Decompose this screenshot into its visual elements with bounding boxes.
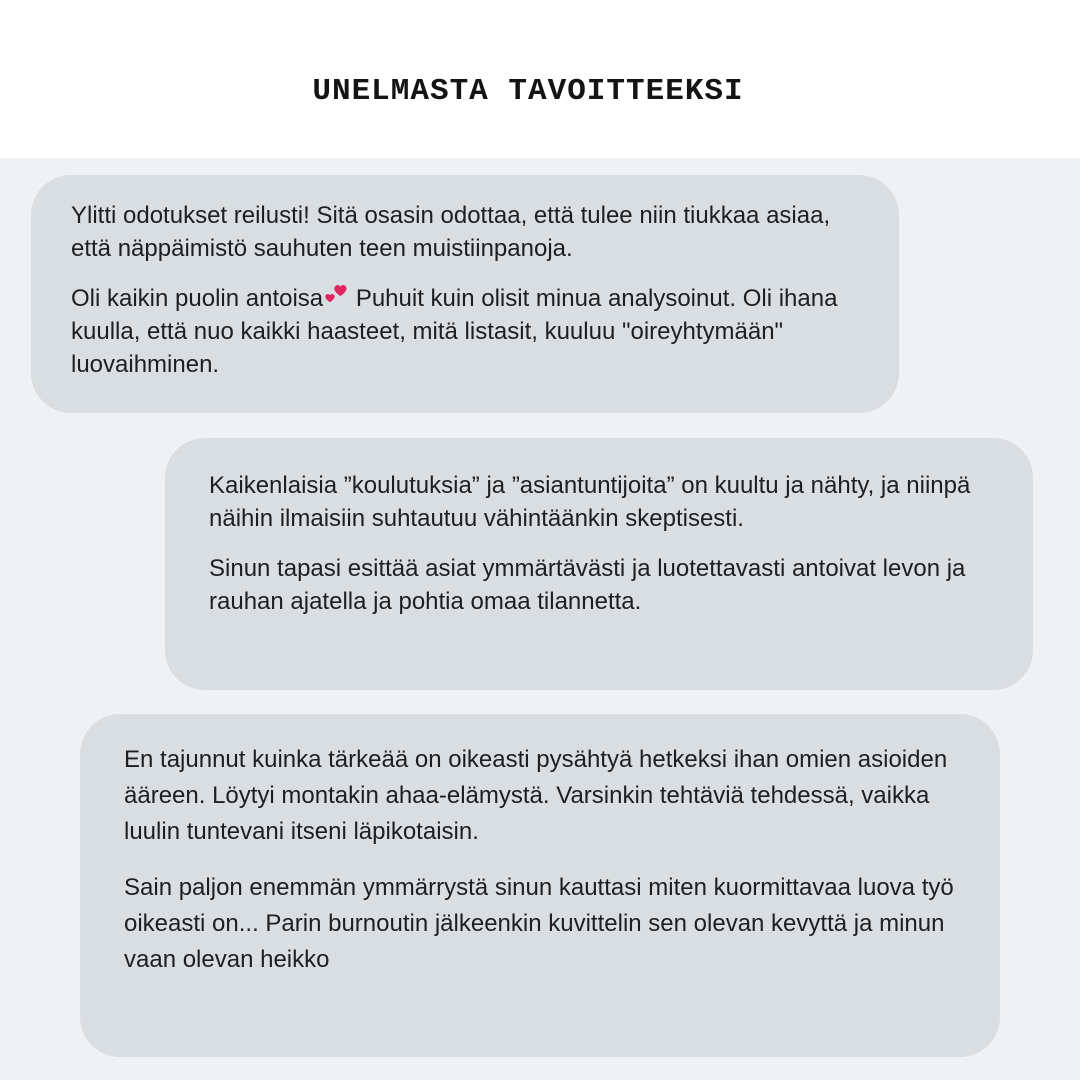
testimonial-3-paragraph-1: En tajunnut kuinka tärkeää on oikeasti pysähtyä hetkeksi ihan omien asioiden ääreen. Löytyi montakin ahaa-elämystä. Varsinkin tehtäviä tehdessä, vaikka luulin tuntevani itseni läpikotaisin. bbox=[124, 746, 948, 845]
page-title: UNELMASTA TAVOITTEEKSI bbox=[312, 74, 744, 109]
testimonial-1-paragraph-2-start: Oli kaikin puolin antoisa bbox=[71, 285, 324, 312]
testimonial-2-paragraph-1: Kaikenlaisia ”koulutuksia” ja ”asiantuntijoita” on kuultu ja nähty, ja niinpä näihin ilmaisiin suhtautuu vähintäänkin skeptisesti. bbox=[209, 472, 971, 532]
testimonial-1-paragraph-2 bbox=[71, 282, 869, 381]
testimonial-bubble-3 bbox=[80, 714, 1000, 1057]
testimonial-1-paragraph-2-end: Puhuit kuin olisit minua analysoinut. Oli ihana kuulla, että nuo kaikki haasteet, mitä listasit, kuuluu "oireyhtymään" luovaihminen. bbox=[71, 285, 838, 378]
testimonial-3-paragraph-2: Sain paljon enemmän ymmärrystä sinun kauttasi miten kuormittavaa luova työ oikeasti on... Parin burnoutin jälkeenkin kuvittelin sen olevan kevyttä ja minun vaan olevan heikko bbox=[124, 874, 954, 973]
testimonial-2-paragraph-2: Sinun tapasi esittää asiat ymmärtävästi ja luotettavasti antoivat levon ja rauhan ajatella ja pohtia omaa tilannetta. bbox=[209, 555, 966, 615]
testimonial-bubble-1 bbox=[31, 175, 899, 413]
two-hearts-icon bbox=[323, 284, 349, 308]
testimonial-bubble-2 bbox=[165, 438, 1033, 690]
header bbox=[0, 0, 1080, 158]
testimonial-1-paragraph-1: Ylitti odotukset reilusti! Sitä osasin odottaa, että tulee niin tiukkaa asiaa, että näppäimistö sauhuten teen muistiinpanoja. bbox=[71, 202, 831, 262]
